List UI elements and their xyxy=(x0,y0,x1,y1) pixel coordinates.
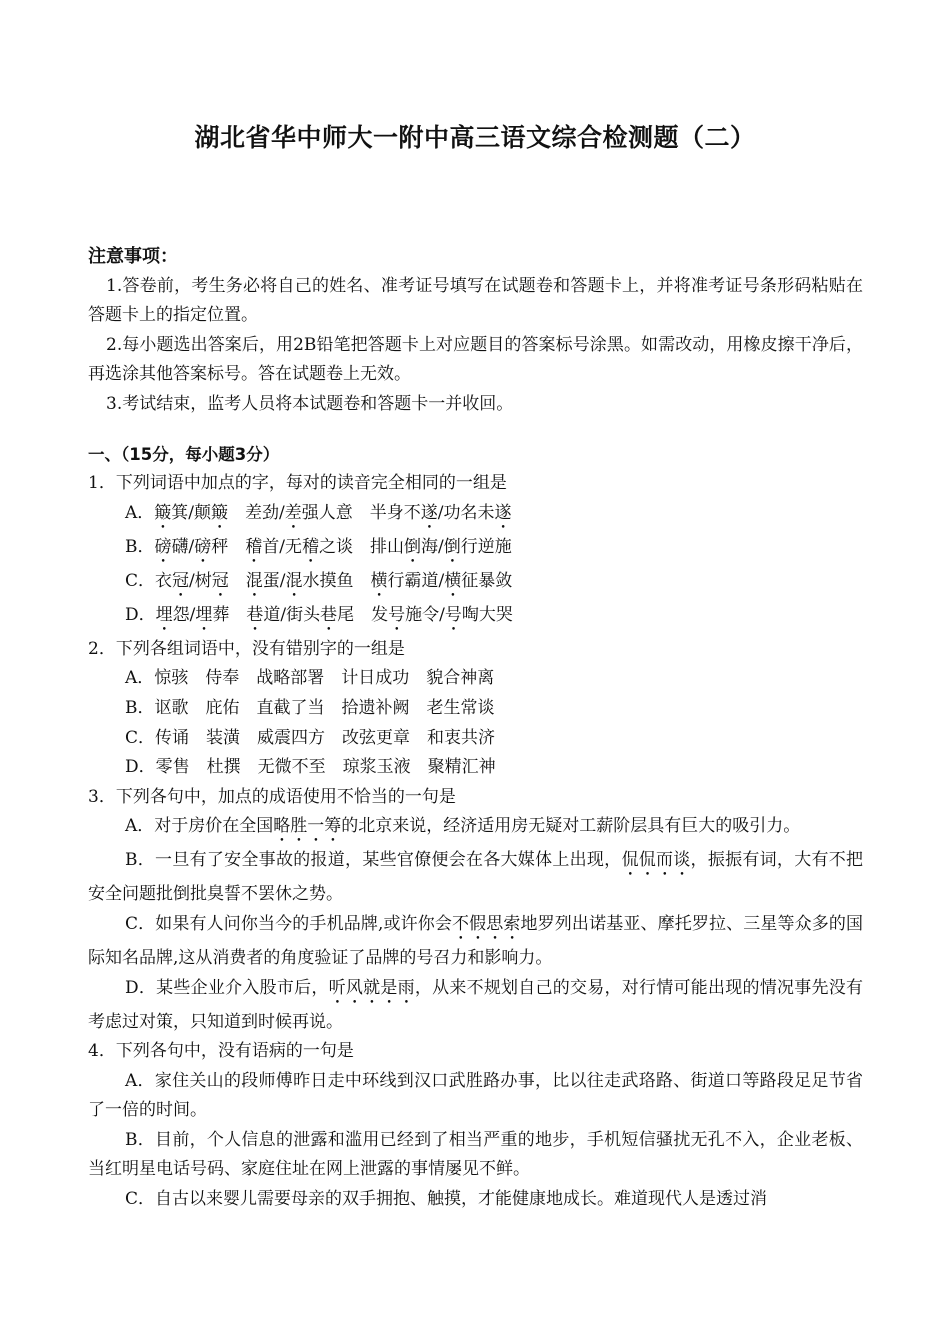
question-3-option-a: A．对于房价在全国略胜一筹的北京来说，经济适用房无疑对工薪阶层具有巨大的吸引力。 xyxy=(125,816,801,837)
note-item-2: 2.每小题选出答案后，用2B铅笔把答题卡上对应题目的答案标号涂黑。如需改动，用橡皮擦干净后，再选涂其他答案标号。答在试题卷上无效。 xyxy=(88,334,863,385)
question-4-option-b: B．目前，个人信息的泄露和滥用已经到了相当严重的地步，手机短信骚扰无孔不入，企业老板、当红明星电话号码、家庭住址在网上泄露的事情屡见不鲜。 xyxy=(88,1129,863,1180)
note-item-3: 3.考试结束，监考人员将本试题卷和答题卡一并收回。 xyxy=(106,393,514,414)
question-2-stem: 2．下列各组词语中，没有错别字的一组是 xyxy=(88,638,405,659)
question-1-stem: 1．下列词语中加点的字，每对的读音完全相同的一组是 xyxy=(88,473,507,494)
question-3-stem: 3．下列各句中，加点的成语使用不恰当的一句是 xyxy=(88,786,456,807)
question-4-stem: 4．下列各句中，没有语病的一句是 xyxy=(88,1041,354,1062)
notes-heading: 注意事项： xyxy=(88,246,178,267)
question-1-option-d: D．埋怨/埋葬 巷道/街头巷尾 发号施令/号啕大哭 xyxy=(125,604,513,625)
question-3-option-b: B．一旦有了安全事故的报道，某些官僚便会在各大媒体上出现，侃侃而谈，振振有词，大有不把安全问题批倒批臭誓不罢休之势。 xyxy=(88,850,864,905)
question-4-option-a: A．家住关山的段师傅昨日走中环线到汉口武胜路办事，比以往走武珞路、街道口等路段足足节省了一倍的时间。 xyxy=(88,1070,863,1121)
question-1-option-c: C．衣冠/树冠 混蛋/混水摸鱼 横行霸道/横征暴敛 xyxy=(125,570,513,591)
question-3-option-d: D．某些企业介入股市后，听风就是雨，从来不规划自己的交易，对行情可能出现的情况事先没有考虑过对策，只知道到时候再说。 xyxy=(88,977,863,1032)
note-item-1: 1.答卷前，考生务必将自己的姓名、准考证号填写在试题卷和答题卡上，并将准考证号条形码粘贴在答题卡上的指定位置。 xyxy=(88,275,863,326)
question-2-option-a: A．惊骇 侍奉 战略部署 计日成功 貌合神离 xyxy=(125,668,495,689)
question-3-option-c: C．如果有人问你当今的手机品牌,或许你会不假思索地罗列出诺基亚、摩托罗拉、三星等众多的国际知名品牌,这从消费者的角度验证了品牌的号召力和影响力。 xyxy=(88,913,864,968)
question-2-option-c: C．传诵 装潢 威震四方 改弦更章 和衷共济 xyxy=(125,727,496,748)
question-2-option-b: B．讴歌 庇佑 直截了当 拾遗补阙 老生常谈 xyxy=(125,697,495,718)
question-1-option-b: B．磅礴/磅秤 稽首/无稽之谈 排山倒海/倒行逆施 xyxy=(125,536,512,557)
section-heading-1: 一、（15分，每小题3分） xyxy=(88,444,280,464)
question-1-option-a: A．簸箕/颠簸 差劲/差强人意 半身不遂/功名未遂 xyxy=(125,502,512,523)
question-4-option-c: C．自古以来婴儿需要母亲的双手拥抱、触摸，才能健康地成长。难道现代人是透过消 xyxy=(125,1189,768,1210)
question-2-option-d: D．零售 杜撰 无微不至 琼浆玉液 聚精汇神 xyxy=(125,757,496,778)
document-body xyxy=(88,242,863,1215)
page-title: 湖北省华中师大一附中高三语文综合检测题（二） xyxy=(194,123,756,152)
